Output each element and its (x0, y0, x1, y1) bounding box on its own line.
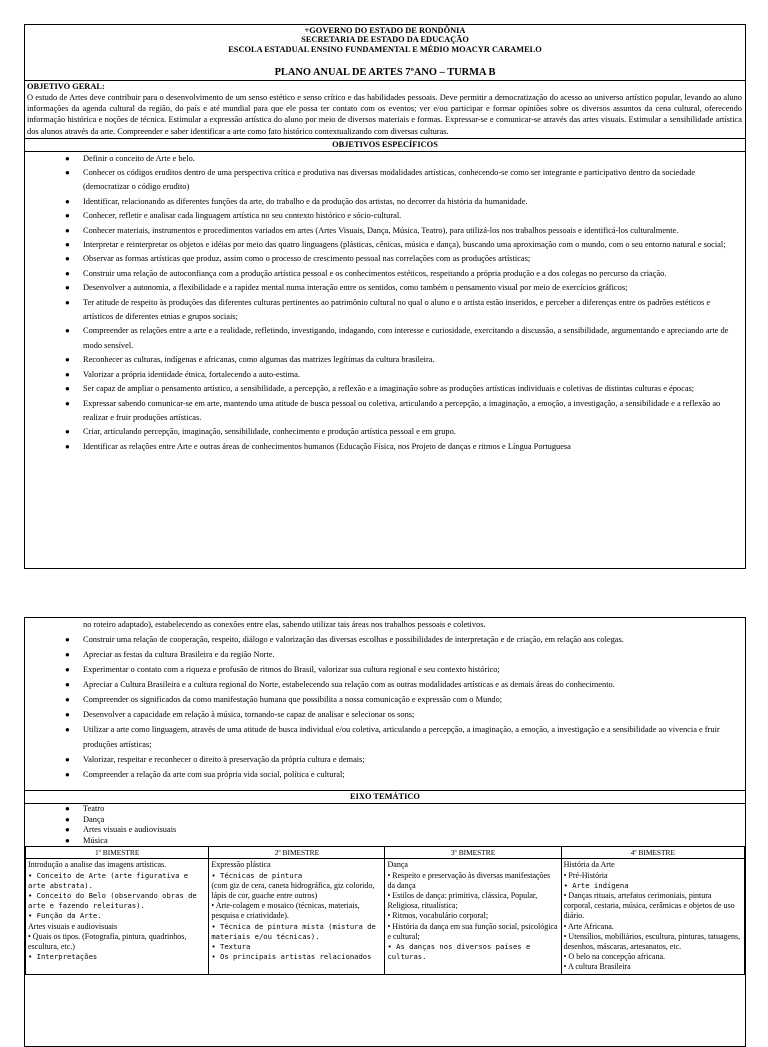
bimestre-topic: Artes visuais e audiovisuais (28, 921, 118, 931)
eixo-item (25, 836, 745, 847)
objetivo-item (25, 252, 745, 266)
list-item-text: Conhecer os códigos eruditos dentro de uma perspectiva crítica e produtiva nas diversas modalidades artísticas, conhecendo-se como ser integrante e participativo dentro da sociedade (democratizar o código erudito) (83, 168, 696, 192)
bimestre-topic: • Ritmos, vocabulário corporal; (387, 911, 489, 921)
objetivo-item (25, 152, 745, 166)
list-item-text: Apreciar as festas da cultura Brasileira e da região Norte. (83, 650, 275, 660)
objetivo-item (25, 397, 745, 426)
bimestre-topic: • As danças nos diversos países e culturas. (387, 942, 531, 962)
bimestre-topic: • Textura (211, 942, 251, 952)
bimestre-topic: • O belo na concepção africana. (563, 952, 666, 962)
header-bimestre-1: 1º BIMESTRE (26, 847, 209, 859)
header-line-school: ESCOLA ESTADUAL ENSINO FUNDAMENTAL E MÉDIO MOACYR CARAMELO (228, 44, 542, 54)
objetivo-item (25, 296, 745, 325)
plan-title: PLANO ANUAL DE ARTES 7ºANO – TURMA B (25, 66, 745, 81)
objetivo-item (25, 281, 745, 295)
header-bimestre-2: 2º BIMESTRE (209, 847, 385, 859)
list-item-text: Construir uma relação de cooperação, respeito, diálogo e valorização das diversas escolhas e possibilidades de interpretação e de criação, em relação aos colegas. (83, 635, 624, 645)
header-bimestre-4: 4º BIMESTRE (561, 847, 744, 859)
list-item-text: Desenvolver a capacidade em relação à música, tornando-se capaz de analisar e selecionar os sons; (83, 710, 415, 720)
bullet-icon: ● (65, 168, 70, 177)
list-item-text: Música (83, 835, 108, 845)
objetivo-item (25, 382, 745, 396)
header-line-secretariat: SECRETARIA DE ESTADO DA EDUCAÇÃO (301, 35, 469, 45)
list-item-text: Compreender a relação da arte com sua própria vida social, política e cultural; (83, 770, 345, 780)
bullet-icon: ● (65, 814, 70, 824)
objetivo-item (25, 677, 745, 692)
list-item-text: Apreciar a Cultura Brasileira e a cultura regional do Norte, estabelecendo sua relação com as outras modalidades artísticas e as demais áreas do conhecimento. (83, 680, 615, 690)
bimestre-topic: • Técnicas de pintura (211, 870, 303, 880)
bullet-icon: ● (65, 835, 70, 845)
bimestre-topic: História da Arte (563, 860, 615, 870)
list-item-text: Expressar sabendo comunicar-se em arte, mantendo uma atitude de busca pessoal ou coletiva, articulando a percepção, a imaginação, a emoção, a investigação, a sensibilidade e a reflexão ao realizar e fruir produções artísticas. (83, 398, 721, 422)
document-page-2 (24, 617, 746, 1047)
header-line-government: +GOVERNO DO ESTADO DE RONDÔNIA (304, 26, 466, 35)
list-item-text: Definir o conceito de Arte e belo. (83, 153, 195, 163)
objetivo-item (25, 425, 745, 439)
bullet-icon: ● (65, 804, 70, 814)
list-item-text: Dança (83, 814, 105, 824)
bullet-icon: ● (65, 427, 70, 437)
objetivo-geral-text: O estudo de Artes deve contribuir para o desenvolvimento de um senso estético e senso crítico e das habilidades pessoais. Deve permitir a democratização do acesso ao universo artístico popular, levando ao aluno informações da agenda cultural da região, do país e até mundial para que ele possa ter contato com os eventos; ver e/ou participar e formar opiniões sobre os diversos assuntos da cena cultural, oferecendo informação histórica e noções de técnica. Estimular a expressão artística do aluno por meio de diversos materiais e formas. Expressar-se e comunicar-se através das artes visuais. Estimular a sensibilidade artística dos alunos através da arte. Compreender e saber identificar a arte como fato histórico contextualizando com diversas culturas. (27, 93, 742, 136)
list-item-text: Teatro (83, 804, 105, 814)
objetivo-item (25, 767, 745, 782)
bimestre-topic: Expressão plástica (211, 860, 271, 870)
eixo-item (25, 815, 745, 826)
document-header (25, 25, 745, 81)
bullet-icon: ● (65, 268, 70, 278)
objetivo-item (25, 722, 745, 752)
bimestre-topic: • Estilos de dança: primitiva, clássica, Popular, Religiosa, ritualística; (387, 891, 538, 911)
bullet-icon: ● (65, 384, 70, 394)
bullet-icon: ● (65, 710, 70, 720)
bimestre-topic: Dança (387, 860, 408, 870)
list-item-text: Observar as formas artísticas que produz, assim como o processo de crescimento pessoal nas correlações com as produções artísticas; (83, 254, 531, 264)
objetivo-item (25, 662, 745, 677)
bullet-icon: ● (65, 211, 70, 221)
bullet-icon: ● (65, 825, 70, 835)
bimestre-topic: • Quais os tipos. (Fotografia, pintura, quadrinhos, escultura, etc.) (28, 931, 187, 952)
list-item-text: Compreender os significados da como manifestação humana que possibilita a nossa comunicação e expressão com o Mundo; (83, 695, 503, 705)
bimestre-topic: • Danças rituais, artefatos cerimoniais, pintura corporal, cestaria, música, cerâmicas e objetos de uso diário. (563, 891, 735, 921)
bimestre-topic: • Arte indígena (563, 880, 629, 890)
objetivos-especificos-heading: OBJETIVOS ESPECÍFICOS (25, 138, 745, 152)
list-item-text: Compreender as relações entre a arte e a realidade, refletindo, investigando, indagando, com interesse e curiosidade, exercitando a discussão, a sensibilidade, argumentando e apreciando arte de modo sensível. (83, 326, 729, 350)
objetivo-item (25, 368, 745, 382)
bullet-icon: ● (65, 441, 70, 451)
bimestre-topic: • A cultura Brasileira (563, 962, 631, 972)
bullet-icon: ● (65, 355, 70, 365)
list-item-text: Ser capaz de ampliar o pensamento artístico, a sensibilidade, a percepção, a reflexão e a imaginação sobre as produções artísticas individuais e coletivas de distintas culturas e épocas; (83, 384, 695, 394)
document-page-1 (24, 24, 746, 569)
bimestre-2-cell (209, 859, 385, 974)
bullet-icon: ● (65, 680, 70, 690)
bimestre-topic: • Pré-História (563, 870, 608, 880)
list-item-text: Conhecer materiais, instrumentos e procedimentos variados em artes (Artes Visuais, Dança, Música, Teatro), para utilizá-los nos trabalhos pessoais e identificá-los culturalmente. (83, 225, 679, 235)
list-continuation-text: no roteiro adaptado), estabelecendo as conexões entre elas, sabendo utilizar tais áreas nos trabalhos pessoais e coletivos. (83, 620, 486, 629)
bimestre-topic: • Arte-colagem e mosaico (técnicas, materiais, pesquisa e criatividade). (211, 901, 360, 921)
bimestre-topic: • Utensílios, mobiliários, escultura, pinturas, tatuagens, desenhos, máscaras, artesanatos, etc. (563, 931, 741, 952)
bullet-icon: ● (65, 196, 70, 206)
bimestre-topic: • Respeito e preservação às diversas manifestações da dança (387, 870, 551, 890)
bullet-icon: ● (65, 725, 70, 735)
list-item-text: Construir uma relação de autoconfiança com a produção artística pessoal e os conhecimentos estéticos, respeitando a própria produção e a dos colegas no percurso da criação. (83, 268, 667, 278)
bullet-icon: ● (65, 369, 70, 379)
bimestre-3-cell (385, 859, 561, 974)
eixo-tematico-heading: EIXO TEMÁTICO (25, 790, 745, 804)
objetivo-item (25, 324, 745, 353)
bullet-icon: ● (65, 153, 70, 163)
bimestre-topic: • História da dança em sua função social, psicológica e cultural; (387, 921, 558, 941)
objetivos-especificos-list (25, 152, 745, 455)
list-item-text: Experimentar o contato com a riqueza e profusão de ritmos do Brasil, valorizar sua cultura regional e seu contexto histórico; (83, 665, 500, 675)
header-bimestre-3: 3º BIMESTRE (385, 847, 561, 859)
list-item-text: Conhecer, refletir e analisar cada linguagem artística no seu contexto histórico e sócio-cultural. (83, 211, 402, 221)
bimestre-topic: Introdução a analise das imagens artísticas. (28, 860, 167, 870)
list-item-text: Identificar as relações entre Arte e outras áreas de conhecimentos humanos (Educação Física, nos Projeto de danças e ritmos e Língua Portuguesa (83, 441, 571, 451)
objetivos-especificos-list-continued (25, 632, 745, 782)
objetivo-item (25, 692, 745, 707)
objetivo-item (25, 440, 745, 454)
bullet-icon: ● (65, 650, 70, 660)
bimestre-header-row (26, 847, 745, 859)
eixo-item (25, 804, 745, 815)
list-item-text: Identificar, relacionando as diferentes funções da arte, do trabalho e da produção dos artistas, no decorrer da história da humanidade. (83, 196, 528, 206)
objetivo-item (25, 195, 745, 209)
bullet-icon: ● (65, 254, 70, 264)
bullet-icon: ● (65, 695, 70, 705)
objetivo-item (25, 752, 745, 767)
list-item-text: Interpretar e reinterpretar os objetos e idéias por meio das quatro linguagens (plásticas, cênicas, música e dança), buscando uma aproximação com o mundo, com o seu entorno natural e social; (83, 240, 726, 250)
eixo-tematico-list (25, 804, 745, 846)
objetivo-item (25, 209, 745, 223)
bimestre-topic: • Interpretações (28, 952, 98, 962)
objetivo-item (25, 353, 745, 367)
bimestre-1-cell (26, 859, 209, 974)
objetivo-item (25, 238, 745, 252)
bullet-icon: ● (65, 297, 70, 307)
list-item-text: Ter atitude de respeito às produções das diferentes culturas pertinentes ao patrimônio cultural no qual o aluno e o artista estão inseridos, e perceber a diferenças entre os padrões estéticos e artísticos de diferentes etnias e grupos sociais; (83, 297, 711, 322)
objetivo-item (25, 166, 745, 195)
bullet-icon: ● (65, 635, 70, 645)
list-item-text: Valorizar a própria identidade étnica, fortalecendo a auto-estima. (83, 369, 300, 379)
eixo-item (25, 825, 745, 836)
bullet-icon: ● (65, 665, 70, 675)
bimestre-topic: • Arte Africana. (563, 921, 614, 931)
list-item-text: Valorizar, respeitar e reconhecer o direito à preservação da própria cultura e demais; (83, 755, 365, 765)
bullet-icon: ● (65, 398, 70, 408)
objetivo-item (25, 267, 745, 281)
objetivo-geral-label: OBJETIVO GERAL: (27, 82, 105, 92)
bullet-icon: ● (65, 225, 70, 235)
objetivo-item (25, 632, 745, 647)
bimestre-topic: • Função da Arte. (28, 911, 102, 921)
bullet-icon: ● (65, 283, 70, 293)
bimestre-content-row (26, 859, 745, 974)
bullet-icon: ● (65, 770, 70, 780)
objetivo-item (25, 224, 745, 238)
bimestre-topic: (com giz de cera, caneta hidrográfica, giz colorido, lápis de cor, guache entre outros) (211, 880, 375, 901)
bimestre-table (25, 846, 745, 974)
bimestre-topic: • Conceito do Belo (observando obras de arte e fazendo releituras). (28, 891, 197, 911)
bullet-icon: ● (65, 240, 70, 250)
list-item-text: Reconhecer as culturas, indígenas e africanas, como algumas das matrizes legítimas da cultura brasileira. (83, 355, 435, 365)
list-item-text: Artes visuais e audiovisuais (83, 825, 177, 835)
objetivo-item (25, 647, 745, 662)
bimestre-topic: • Técnica de pintura mista (mistura de materiais e/ou técnicas). (211, 921, 376, 941)
objetivo-item (25, 707, 745, 722)
bimestre-topic: • Os principais artistas relacionados (211, 952, 372, 962)
bimestre-4-cell (561, 859, 744, 974)
bimestre-topic: • Conceito de Arte (arte figurativa e arte abstrata). (28, 870, 189, 890)
list-item-text: Utilizar a arte como linguagem, através de uma atitude de busca individual e/ou coletiva, articulando a percepção, a imaginação, a emoção, a investigação e a sensibilidade ao vivencia e fruir produções artísticas; (83, 725, 720, 750)
bullet-icon: ● (65, 755, 70, 765)
list-item-text: Criar, articulando percepção, imaginação, sensibilidade, conhecimento e produção artística pessoal e em grupo. (83, 427, 456, 437)
list-item-text: Desenvolver a autonomia, a flexibilidade e a rapidez mental numa interação entre os sentidos, como também o pensamento visual por meio de exercícios gráficos; (83, 283, 628, 293)
bullet-icon: ● (65, 326, 70, 336)
